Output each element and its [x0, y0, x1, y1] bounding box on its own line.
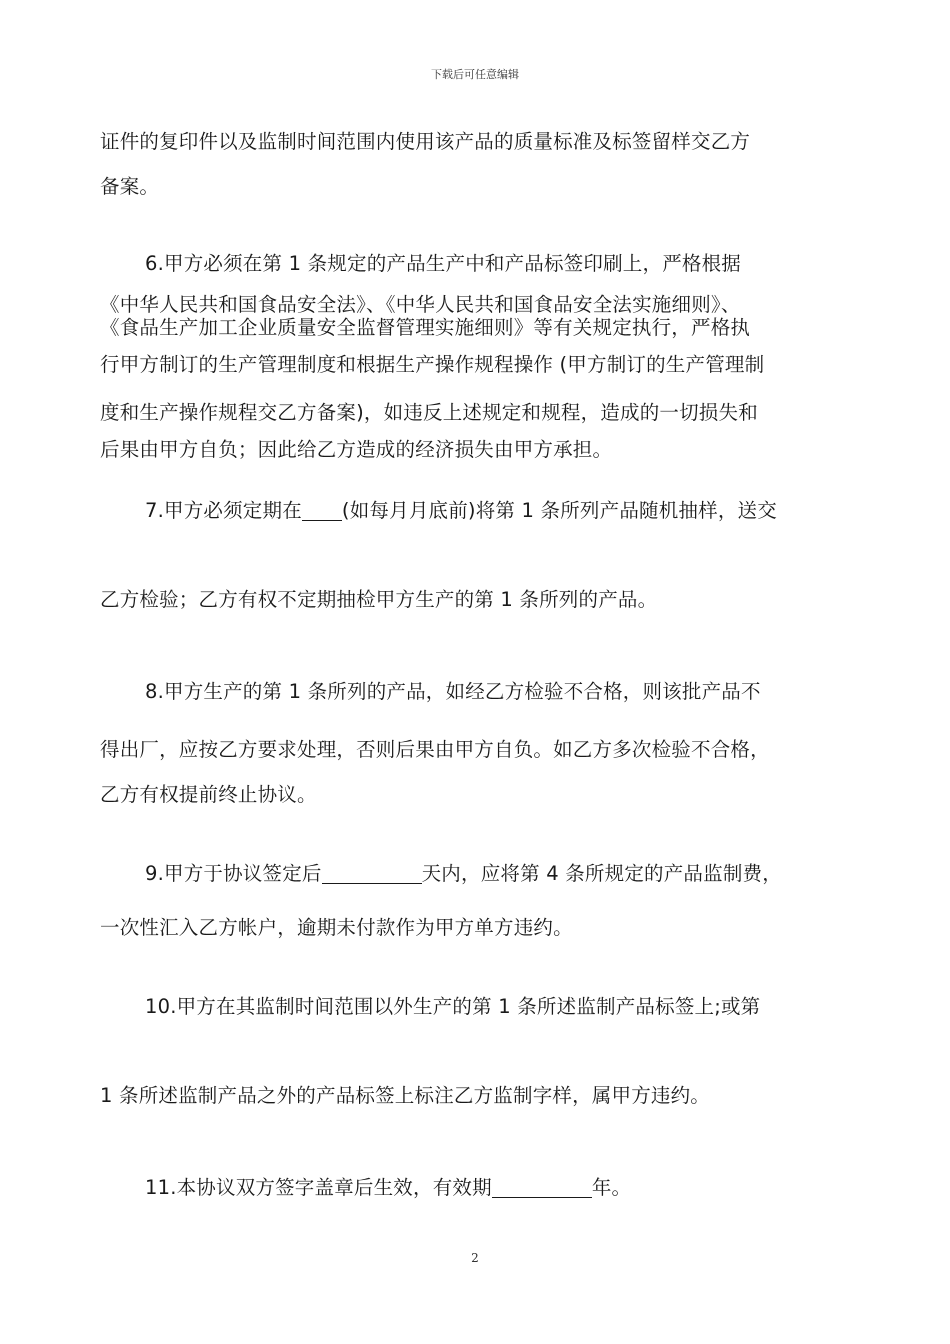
fill-blank[interactable] — [322, 865, 422, 884]
item-11-text-a: 11.本协议双方签字盖章后生效，有效期 — [145, 1176, 492, 1199]
fill-blank[interactable] — [492, 1179, 592, 1198]
paragraph-line: 证件的复印件以及监制时间范围内使用该产品的质量标准及标签留样交乙方 — [100, 130, 751, 153]
paragraph-line: 行甲方制订的生产管理制度和根据生产操作规程操作 (甲方制订的生产管理制 — [100, 353, 765, 376]
paragraph-line: 后果由甲方自负；因此给乙方造成的经济损失由甲方承担。 — [100, 438, 613, 461]
paragraph-line: 《食品生产加工企业质量安全监督管理实施细则》等有关规定执行，严格执 — [100, 316, 751, 339]
item-9-text-b: 天内，应将第 4 条所规定的产品监制费， — [421, 862, 782, 885]
paragraph-line: 乙方有权提前终止协议。 — [100, 783, 317, 806]
paragraph-line: 1 条所述监制产品之外的产品标签上标注乙方监制字样，属甲方违约。 — [100, 1084, 711, 1107]
paragraph-line: 一次性汇入乙方帐户，逾期未付款作为甲方单方违约。 — [100, 916, 573, 939]
paragraph-line: 得出厂，应按乙方要求处理，否则后果由甲方自负。如乙方多次检验不合格， — [100, 738, 770, 761]
paragraph-line: 度和生产操作规程交乙方备案)，如违反上述规定和规程，造成的一切损失和 — [100, 401, 758, 424]
item-7-text-a: 7.甲方必须定期在 — [145, 499, 302, 522]
item-10-line: 10.甲方在其监制时间范围以外生产的第 1 条所述监制产品标签上;或第 — [145, 995, 761, 1018]
item-9-text-a: 9.甲方于协议签定后 — [145, 862, 322, 885]
item-7-text-b: (如每月月底前)将第 1 条所列产品随机抽样，送交 — [341, 499, 777, 522]
page-header: 下载后可任意编辑 — [431, 68, 519, 81]
item-8-line: 8.甲方生产的第 1 条所列的产品，如经乙方检验不合格，则该批产品不 — [145, 680, 761, 703]
paragraph-line: 乙方检验；乙方有权不定期抽检甲方生产的第 1 条所列的产品。 — [100, 588, 658, 611]
page-number: 2 — [471, 1251, 479, 1265]
item-11-text-b: 年。 — [591, 1176, 632, 1199]
paragraph-line: 备案。 — [100, 175, 160, 198]
fill-blank[interactable] — [302, 502, 342, 521]
item-11-line — [145, 1172, 631, 1200]
item-6-line: 6.甲方必须在第 1 条规定的产品生产中和产品标签印刷上，严格根据 — [145, 252, 742, 275]
item-9-line — [145, 858, 782, 886]
paragraph-line: 《中华人民共和国食品安全法》、《中华人民共和国食品安全法实施细则》、 — [100, 293, 741, 316]
item-7-line — [145, 495, 777, 523]
